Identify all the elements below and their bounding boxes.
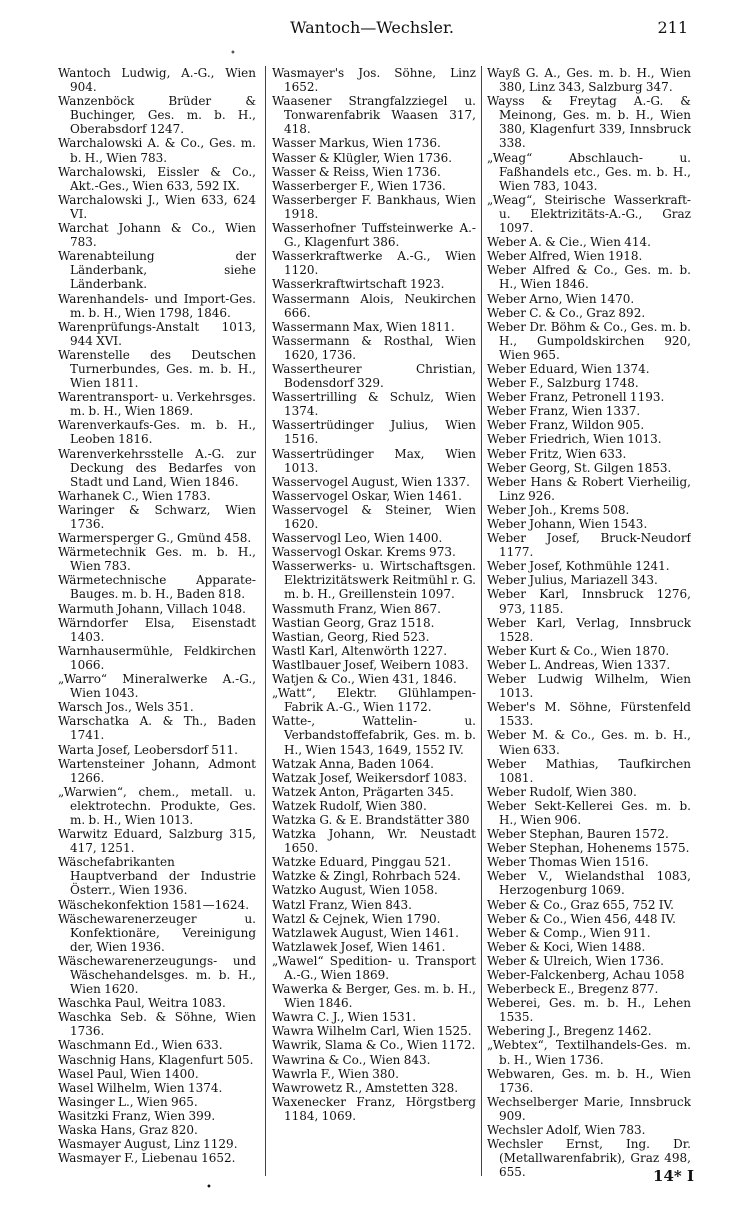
directory-entry: Wassertrilling & Schulz, Wien 1374. <box>272 390 476 419</box>
directory-entry: Wasservogl Oskar. Krems 973. <box>272 545 456 560</box>
directory-entry: Weber Rudolf, Wien 380. <box>487 784 637 799</box>
directory-entry: Wassermann & Rosthal, Wien 1620, 1736. <box>272 333 476 362</box>
directory-entry: Warsch Jos., Wels 351. <box>58 700 194 715</box>
directory-entry: Watzak Anna, Baden 1064. <box>272 756 434 771</box>
directory-entry: Wasservogel & Steiner, Wien 1620. <box>272 502 476 531</box>
directory-entry: Weberei, Ges. m. b. H., Lehen 1535. <box>487 996 691 1025</box>
directory-entry: Wasserberger F., Wien 1736. <box>272 178 446 193</box>
directory-entry: Weber Johann, Wien 1543. <box>487 517 648 531</box>
directory-entry: Weber Hans & Robert Vierheilig, Linz 926. <box>487 474 691 503</box>
directory-entry: Weber C. & Co., Graz 892. <box>487 305 646 320</box>
directory-entry: Weber & Ulreich, Wien 1736. <box>487 953 664 968</box>
directory-entry: Wawra C. J., Wien 1531. <box>272 1010 417 1025</box>
directory-entry: Weber Franz, Wildon 905. <box>487 418 645 433</box>
directory-entry: Wassermann Alois, Neukirchen 666. <box>272 291 476 320</box>
directory-entry: Watzlawek August, Wien 1461. <box>272 925 459 940</box>
directory-entry: Waxenecker Franz, Hörgstberg 1184, 1069. <box>272 1094 476 1123</box>
directory-entry: Wassermann Max, Wien 1811. <box>272 319 455 334</box>
directory-entry: Watjen & Co., Wien 431, 1846. <box>272 672 457 687</box>
directory-entry: Weber's M. Söhne, Fürstenfeld 1533. <box>487 700 691 729</box>
directory-entry: Weber Franz, Petronell 1193. <box>487 390 665 405</box>
directory-entry: Warchalowski J., Wien 633, 624 VI. <box>58 192 256 221</box>
directory-entry: Weber F., Salzburg 1748. <box>487 376 639 391</box>
directory-entry: Wantoch Ludwig, A.-G., Wien 904. <box>58 66 256 95</box>
directory-entry: Warenhandels- und Import-Ges. m. b. H., Wien 1798, 1846. <box>58 291 256 320</box>
directory-entry: Warenstelle des Deutschen Turnerbundes, Ges. m. b. H., Wien 1811. <box>58 347 256 391</box>
directory-entry: Weber Dr. Böhm & Co., Ges. m. b. H., Gumpoldskirchen 920, Wien 965. <box>487 319 691 362</box>
directory-entry: Watzek Rudolf, Wien 380. <box>272 798 427 813</box>
directory-entry: „Wawel“ Spedition- u. Transport A.-G., Wien 1869. <box>272 953 476 982</box>
directory-entry: Weber & Co., Graz 655, 752 IV. <box>487 897 674 912</box>
directory-entry: Weber Franz, Wien 1337. <box>487 404 641 419</box>
directory-entry: Weber Ludwig Wilhelm, Wien 1013. <box>487 672 691 701</box>
directory-entry: Webering J., Bregenz 1462. <box>487 1024 652 1039</box>
directory-entry: Wastlbauer Josef, Weibern 1083. <box>272 657 469 672</box>
directory-entry: Wärndorfer Elsa, Eisenstadt 1403. <box>58 615 256 644</box>
directory-entry: Weber Julius, Mariazell 343. <box>487 573 658 588</box>
directory-entry: Wastian, Georg, Ried 523. <box>272 629 430 644</box>
directory-entry: Weber-Falckenberg, Achau 1058 <box>487 968 685 982</box>
directory-entry: Weber Arno, Wien 1470. <box>487 291 635 306</box>
directory-entry: Wassertrüdinger Max, Wien 1013. <box>272 446 476 475</box>
directory-entry: Wasservogel Oskar, Wien 1461. <box>272 488 462 503</box>
directory-entry: Watzlawek Josef, Wien 1461. <box>272 939 446 954</box>
directory-entry: Waschka Seb. & Söhne, Wien 1736. <box>58 1010 256 1039</box>
directory-entry: Warchalowski A. & Co., Ges. m. b. H., Wien 783. <box>58 136 256 165</box>
directory-entry: Wärmetechnische Apparate-Bauges. m. b. H., Baden 818. <box>58 573 256 602</box>
directory-entry: Weber Alfred, Wien 1918. <box>487 249 643 264</box>
directory-entry: Warchat Johann & Co., Wien 783. <box>58 221 256 250</box>
directory-entry: Wayss & Freytag A.-G. & Meinong, Ges. m. b. H., Wien 380, Klagenfurt 339, Innsbruck 338. <box>487 94 691 151</box>
directory-entry: Wasser Markus, Wien 1736. <box>272 136 441 151</box>
directory-entry: Weber Georg, St. Gilgen 1853. <box>487 460 672 475</box>
directory-entry: Wechselberger Marie, Innsbruck 909. <box>487 1094 691 1123</box>
directory-entry: Wasel Wilhelm, Wien 1374. <box>58 1080 223 1095</box>
directory-entry: „Weag“, Steirische Wasserkraft- u. Elektrizitäts-A.-G., Graz 1097. <box>487 192 691 236</box>
directory-entry: Weber Kurt & Co., Wien 1870. <box>487 643 670 658</box>
directory-entry: Warentransport- u. Verkehrsges. m. b. H., Wien 1869. <box>58 390 256 419</box>
directory-column-2 <box>272 66 476 1186</box>
directory-entry: Wayß G. A., Ges. m. b. H., Wien 380, Linz 343, Salzburg 347. <box>487 66 691 95</box>
header-mark: • <box>230 48 236 59</box>
directory-entry: Warmersperger G., Gmünd 458. <box>58 531 252 546</box>
directory-entry: „Warwien“, chem., metall. u. elektrotechn. Produkte, Ges. m. b. H., Wien 1013. <box>58 784 256 827</box>
directory-entry: Weber Stephan, Hohenems 1575. <box>487 841 690 856</box>
directory-entry: Wasserberger F. Bankhaus, Wien 1918. <box>272 192 476 221</box>
directory-entry: Warchalowski, Eissler & Co., Akt.-Ges., Wien 633, 592 IX. <box>58 164 256 193</box>
directory-entry: Wäschekonfektion 1581—1624. <box>58 897 250 912</box>
directory-entry: Wasser & Klügler, Wien 1736. <box>272 150 453 165</box>
directory-entry: Warenprüfungs-Anstalt 1013, 944 XVI. <box>58 319 256 348</box>
directory-entry: Weber Thomas Wien 1516. <box>487 855 649 870</box>
directory-entry: Weber Alfred & Co., Ges. m. b. H., Wien 1846. <box>487 263 691 292</box>
directory-entry: Weber L. Andreas, Wien 1337. <box>487 657 671 672</box>
directory-entry: Warmuth Johann, Villach 1048. <box>58 601 246 616</box>
directory-entry: Waska Hans, Graz 820. <box>58 1123 198 1138</box>
directory-entry: Warenverkehrsstelle A.-G. zur Deckung des Bedarfes von Stadt und Land, Wien 1846. <box>58 446 256 489</box>
directory-entry: Weber M. & Co., Ges. m. b. H., Wien 633. <box>487 728 691 757</box>
directory-entry: Warwitz Eduard, Salzburg 315, 417, 1251. <box>58 827 256 856</box>
directory-entry: Wawrik, Slama & Co., Wien 1172. <box>272 1038 476 1053</box>
column-divider <box>481 66 482 1176</box>
directory-entry: Wechsler Adolf, Wien 783. <box>487 1123 646 1138</box>
directory-entry: Weber & Co., Wien 456, 448 IV. <box>487 911 676 926</box>
directory-entry: Wäschefabrikanten Hauptverband der Industrie Österr., Wien 1936. <box>58 855 256 898</box>
directory-entry: Weber Joh., Krems 508. <box>487 502 630 517</box>
directory-entry: Warenverkaufs-Ges. m. b. H., Leoben 1816. <box>58 418 256 447</box>
directory-entry: Wawrowetz R., Amstetten 328. <box>272 1080 459 1095</box>
directory-entry: Webwaren, Ges. m. b. H., Wien 1736. <box>487 1066 691 1095</box>
directory-entry: Wassertheurer Christian, Bodensdorf 329. <box>272 361 476 391</box>
directory-entry: Wasinger L., Wien 965. <box>58 1094 198 1109</box>
directory-entry: Weber Sekt-Kellerei Ges. m. b. H., Wien 906. <box>487 798 691 827</box>
directory-entry: Warhanek C., Wien 1783. <box>58 488 211 503</box>
directory-entry: Weber Josef, Bruck-Neudorf 1177. <box>487 531 691 560</box>
directory-entry: Watzke Eduard, Pinggau 521. <box>272 855 452 870</box>
directory-entry: „Watt“, Elektr. Glühlampen-Fabrik A.-G., Wien 1172. <box>272 686 476 715</box>
printer-signature: 14* I <box>653 1167 694 1185</box>
column-divider <box>265 66 266 1176</box>
directory-entry: Wasmayer's Jos. Söhne, Linz 1652. <box>272 66 476 95</box>
directory-entry: Wasser & Reiss, Wien 1736. <box>272 164 441 179</box>
directory-entry: Wanzenböck Brüder & Buchinger, Ges. m. b. H., Oberabsdorf 1247. <box>58 94 256 137</box>
directory-entry: Wasmayer F., Liebenau 1652. <box>58 1151 236 1166</box>
directory-entry: Warnhausermühle, Feldkirchen 1066. <box>58 643 256 672</box>
directory-entry: Wawrina & Co., Wien 843. <box>272 1052 431 1067</box>
page-number: 211 <box>657 18 688 37</box>
directory-entry: Wasserkraftwerke A.-G., Wien 1120. <box>272 249 476 278</box>
directory-entry: Wawrla F., Wien 380. <box>272 1066 399 1081</box>
directory-entry: Wasmayer August, Linz 1129. <box>58 1137 238 1152</box>
directory-entry: Wawerka & Berger, Ges. m. b. H., Wien 1846. <box>272 982 476 1011</box>
directory-entry: Watzek Anton, Prägarten 345. <box>272 784 454 799</box>
directory-entry: Weberbeck E., Bregenz 877. <box>487 982 659 997</box>
directory-entry: Weber & Comp., Wien 911. <box>487 925 651 940</box>
directory-entry: Wassmuth Franz, Wien 867. <box>272 601 441 616</box>
directory-entry: Weber Josef, Kothmühle 1241. <box>487 559 670 574</box>
directory-entry: Weber Stephan, Bauren 1572. <box>487 827 669 842</box>
directory-entry: „Weag“ Abschlauch- u. Faßhandels etc., Ges. m. b. H., Wien 783, 1043. <box>487 150 691 193</box>
directory-entry: Watzl & Cejnek, Wien 1790. <box>272 911 441 926</box>
directory-entry: Wasserkraftwirtschaft 1923. <box>272 277 445 292</box>
directory-entry: Wastl Karl, Altenwörth 1227. <box>272 643 448 658</box>
directory-entry: Warschatka A. & Th., Baden 1741. <box>58 714 256 743</box>
footer-mark: • <box>206 1182 212 1193</box>
directory-entry: Waringer & Schwarz, Wien 1736. <box>58 502 256 531</box>
directory-entry: Weber V., Wielandsthal 1083, Herzogenburg 1069. <box>487 869 691 898</box>
directory-entry: Waschka Paul, Weitra 1083. <box>58 996 226 1011</box>
directory-entry: Weber Friedrich, Wien 1013. <box>487 432 662 447</box>
directory-entry: Watzka G. & E. Brandstätter 380 <box>272 812 470 827</box>
directory-entry: Wasservogel August, Wien 1337. <box>272 474 470 489</box>
directory-entry: Warenabteilung der Länderbank, siehe Länderbank. <box>58 249 256 292</box>
directory-entry: Wartensteiner Johann, Admont 1266. <box>58 756 256 785</box>
directory-entry: Watzl Franz, Wien 843. <box>272 897 412 912</box>
directory-entry: Weber Fritz, Wien 633. <box>487 446 627 461</box>
directory-entry: Waschmann Ed., Wien 633. <box>58 1038 223 1053</box>
directory-entry: Waasener Strangfalzziegel u. Tonwarenfabrik Waasen 317, 418. <box>272 94 476 137</box>
directory-entry: Wasserwerks- u. Wirtschaftsgen. Elektrizitätswerk Reitmühl r. G. m. b. H., Greillenstein 1097. <box>272 559 476 602</box>
directory-entry: Wechsler Ernst, Ing. Dr. (Metallwarenfabrik), Graz 498, 655. <box>487 1137 691 1180</box>
directory-entry: Watzka Johann, Wr. Neustadt 1650. <box>272 827 476 856</box>
page-header <box>0 18 744 44</box>
directory-entry: Wasserhofner Tuffsteinwerke A.-G., Klagenfurt 386. <box>272 221 476 250</box>
directory-entry: Wäschewarenerzeuger u. Konfektionäre, Vereinigung der, Wien 1936. <box>58 911 256 954</box>
directory-column-3 <box>487 66 691 1186</box>
running-title: Wantoch—Wechsler. <box>290 18 454 37</box>
directory-entry: Wärmetechnik Ges. m. b. H., Wien 783. <box>58 545 256 574</box>
directory-entry: Weber Mathias, Taufkirchen 1081. <box>487 756 691 785</box>
directory-entry: „Webtex“, Textilhandels-Ges. m. b. H., Wien 1736. <box>487 1038 691 1067</box>
directory-entry: Wäschewarenerzeugungs- und Wäschehandelsges. m. b. H., Wien 1620. <box>58 953 256 997</box>
directory-entry: Wasel Paul, Wien 1400. <box>58 1066 199 1081</box>
directory-entry: Wawra Wilhelm Carl, Wien 1525. <box>272 1024 472 1039</box>
directory-entry: Waschnig Hans, Klagenfurt 505. <box>58 1052 254 1067</box>
directory-entry: „Warro“ Mineralwerke A.-G., Wien 1043. <box>58 672 256 701</box>
directory-entry: Warta Josef, Leobersdorf 511. <box>58 742 238 757</box>
directory-entry: Wassertrüdinger Julius, Wien 1516. <box>272 418 476 447</box>
directory-entry: Watzke & Zingl, Rohrbach 524. <box>272 869 461 884</box>
directory-entry: Wasitzki Franz, Wien 399. <box>58 1108 216 1123</box>
directory-entry: Weber Karl, Innsbruck 1276, 973, 1185. <box>487 587 691 616</box>
directory-column-1 <box>58 66 256 1186</box>
directory-entry: Weber & Koci, Wien 1488. <box>487 939 646 954</box>
directory-entry: Watzko August, Wien 1058. <box>272 883 438 898</box>
directory-entry: Weber Eduard, Wien 1374. <box>487 361 650 376</box>
directory-entry: Watzak Josef, Weikersdorf 1083. <box>272 770 468 785</box>
directory-entry: Wastian Georg, Graz 1518. <box>272 615 435 630</box>
directory-entry: Weber Karl, Verlag, Innsbruck 1528. <box>487 615 691 644</box>
directory-entry: Watte-, Wattelin- u. Verbandstoffefabrik, Ges. m. b. H., Wien 1543, 1649, 1552 IV. <box>272 714 476 757</box>
directory-entry: Weber A. & Cie., Wien 414. <box>487 235 651 250</box>
directory-entry: Wasservogl Leo, Wien 1400. <box>272 531 443 546</box>
